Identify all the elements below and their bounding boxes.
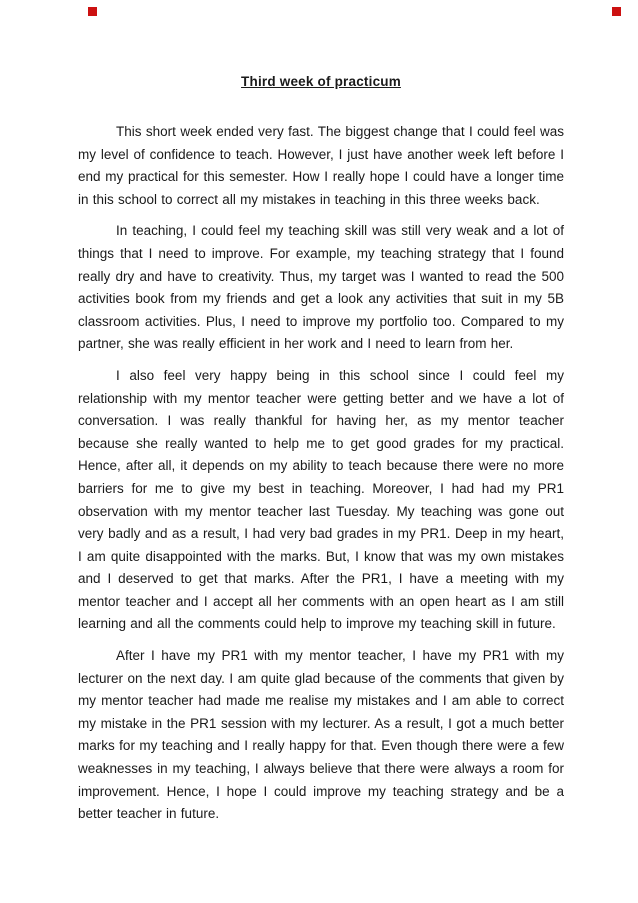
document-title: Third week of practicum: [241, 74, 401, 89]
paragraph-4: After I have my PR1 with my mentor teacher, I have my PR1 with my lecturer on the next day. I am quite glad because of the comments that given by my mentor teacher had made me realise my mistakes and I am able to correct my mistake in the PR1 session with my lecturer. As a result, I got a much better marks for my teaching and I really happy for that. Even though there were a few weaknesses in my teaching, I always believe that there were always a room for improvement. Hence, I hope I could improve my teaching strategy and be a better teacher in future.: [78, 648, 564, 822]
red-mark-top-left: [88, 7, 97, 16]
paragraph-3: I also feel very happy being in this school since I could feel my relationship with my mentor teacher were getting better and we have a lot of conversation. I was really thankful for having her, as my mentor teacher because she really wanted to help me to get good grades for my practical. Hence, after all, it depends on my ability to teach because there were no more barriers for me to give my best in teaching. Moreover, I had had my PR1 observation with my mentor teacher last Tuesday. My teaching was gone out very badly and as a result, I had very bad grades in my PR1. Deep in my heart, I am quite disappointed with the marks. But, I know that was my own mistakes and I deserved to get that marks. After the PR1, I have a meeting with my mentor teacher and I accept all her comments with an open heart as I am still learning and all the comments could help to improve my teaching skill in future.: [78, 367, 564, 632]
red-mark-top-right: [612, 7, 621, 16]
document-body: [78, 74, 564, 835]
paragraph-2: In teaching, I could feel my teaching skill was still very weak and a lot of things that I need to improve. For example, my teaching strategy that I found really dry and have to creativity. Thus, my target was I wanted to read the 500 activities book from my friends and get a look any activities that suit in my 5B classroom activities. Plus, I need to improve my portfolio too. Compared to my partner, she was really efficient in her work and I need to learn from her.: [78, 223, 564, 352]
paragraph-1: This short week ended very fast. The biggest change that I could feel was my level of confidence to teach. However, I just have another week left before I end my practical for this semester. How I really hope I could have a longer time in this school to correct all my mistakes in teaching in this three weeks back.: [78, 124, 564, 207]
